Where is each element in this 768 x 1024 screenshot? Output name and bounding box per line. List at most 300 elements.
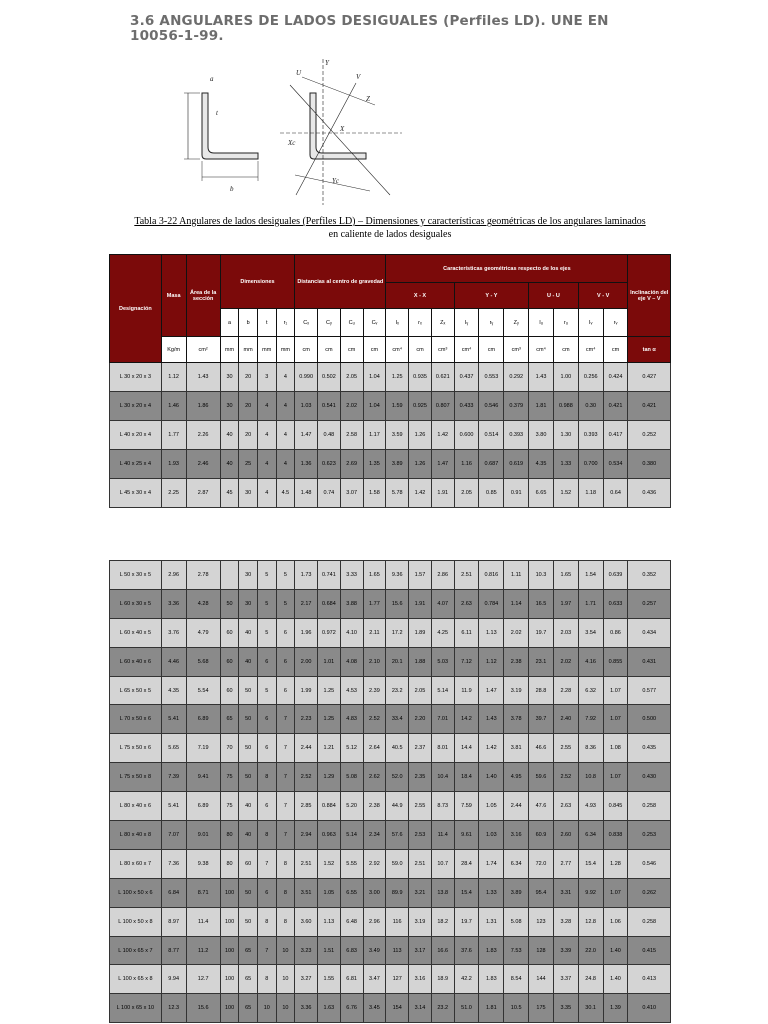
table-row (110, 792, 671, 821)
table-cell: 2.37 (409, 734, 432, 763)
table-cell: 1.54 (578, 561, 603, 590)
table-cell: 89.9 (386, 878, 409, 907)
table-cell: 1.33 (479, 878, 504, 907)
table-cell: 75 (220, 792, 239, 821)
header-area: Área de la sección (186, 255, 220, 337)
table-cell: 16.5 (529, 589, 554, 618)
table-cell: 1.30 (553, 421, 578, 450)
table-cell: 30.1 (578, 994, 603, 1023)
table-cell: 4.28 (186, 589, 220, 618)
table-cell: 1.96 (295, 618, 318, 647)
table-cell: 5.20 (340, 792, 363, 821)
table-cell: 0.253 (628, 821, 671, 850)
table-cell: 0.258 (628, 907, 671, 936)
table-cell: 0.424 (603, 363, 628, 392)
table-cell: 1.46 (161, 392, 186, 421)
table-cell: 1.40 (479, 763, 504, 792)
table-cell: 4.16 (578, 647, 603, 676)
table-cell: 1.00 (553, 363, 578, 392)
table-cell: 0.816 (479, 561, 504, 590)
table-cell: 1.42 (409, 479, 432, 508)
table-cell: 0.546 (479, 392, 504, 421)
header-unit-13: cm³ (504, 337, 529, 363)
table-cell: 22.0 (578, 936, 603, 965)
table-cell: 0.925 (409, 392, 432, 421)
table-cell: 1.07 (603, 705, 628, 734)
header-unit-2: mm (257, 337, 276, 363)
header-unit-11: cm⁴ (454, 337, 479, 363)
table-cell: 1.77 (363, 589, 386, 618)
table-cell: 6.55 (340, 878, 363, 907)
table-cell: 42.2 (454, 965, 479, 994)
table-cell: 3.39 (553, 936, 578, 965)
row-designation: L 60 x 40 x 6 (110, 647, 162, 676)
row-designation: L 80 x 40 x 8 (110, 821, 162, 850)
table-cell: 2.51 (454, 561, 479, 590)
row-designation: L 45 x 30 x 4 (110, 479, 162, 508)
table-cell: 19.7 (454, 907, 479, 936)
table-cell: 50 (239, 734, 258, 763)
table-cell: 113 (386, 936, 409, 965)
table-cell: 1.04 (363, 363, 386, 392)
table-cell: 8.36 (578, 734, 603, 763)
table-cell: 1.26 (409, 450, 432, 479)
table-cell: 0.541 (318, 392, 341, 421)
header-sub-11: Iᵧ (454, 309, 479, 337)
table-cell: 4 (276, 450, 295, 479)
table-cell: 1.74 (479, 849, 504, 878)
caption-line-1: Tabla 3-22 Angulares de lados desiguales (Perfiles LD) – Dimensiones y características geométricas de los angulares laminados (134, 216, 646, 227)
table-cell: 144 (529, 965, 554, 994)
header-masa-unit: Kg/m (161, 337, 186, 363)
table-row (110, 734, 671, 763)
table-cell: 39.7 (529, 705, 554, 734)
table-cell: 0.252 (628, 421, 671, 450)
table-cell: 1.07 (603, 676, 628, 705)
table-cell: 2.02 (340, 392, 363, 421)
table-cell: 6.32 (578, 676, 603, 705)
table-cell: 5.55 (340, 849, 363, 878)
table-row (110, 647, 671, 676)
row-designation: L 80 x 40 x 6 (110, 792, 162, 821)
table-cell: 10 (276, 936, 295, 965)
table-cell: 0.434 (628, 618, 671, 647)
table-cell: 3.88 (340, 589, 363, 618)
table-cell: 1.40 (603, 936, 628, 965)
table-cell: 1.07 (603, 763, 628, 792)
table-cell: 6.84 (161, 878, 186, 907)
table-cell: 0.935 (409, 363, 432, 392)
table-cell: 30 (239, 479, 258, 508)
table-cell: 128 (529, 936, 554, 965)
row-designation: L 100 x 50 x 6 (110, 878, 162, 907)
table-cell: 1.86 (186, 392, 220, 421)
header-unit-3: mm (276, 337, 295, 363)
table-row (110, 561, 671, 590)
table-cell: 0.417 (603, 421, 628, 450)
table-cell: 3.19 (504, 676, 529, 705)
table-cell: 1.93 (161, 450, 186, 479)
table-cell: 1.97 (553, 589, 578, 618)
table-cell: 2.34 (363, 821, 386, 850)
table-cell: 8 (276, 878, 295, 907)
table-cell: 6.65 (529, 479, 554, 508)
header-sub-7: Cᵥ (363, 309, 386, 337)
table-cell: 20 (239, 392, 258, 421)
table-cell: 4.25 (431, 618, 454, 647)
table-cell: 2.78 (186, 561, 220, 590)
table-cell: 7.53 (504, 936, 529, 965)
table-cell: 4 (257, 392, 276, 421)
table-cell: 59.0 (386, 849, 409, 878)
table-cell: 80 (220, 821, 239, 850)
table-cell: 0.988 (553, 392, 578, 421)
table-cell: 3.17 (409, 936, 432, 965)
table-cell: 3.47 (363, 965, 386, 994)
header-sub-17: rᵥ (603, 309, 628, 337)
table-cell: 3.80 (529, 421, 554, 450)
table-cell: 65 (239, 965, 258, 994)
table-cell: 2.51 (295, 849, 318, 878)
table-cell: 1.39 (603, 994, 628, 1023)
table-cell: 0.963 (318, 821, 341, 850)
table-cell: 15.4 (578, 849, 603, 878)
table-cell: 2.46 (186, 450, 220, 479)
table-cell: 2.03 (553, 618, 578, 647)
table-cell: 6.83 (340, 936, 363, 965)
figure-label-z: Z (366, 95, 370, 103)
table-cell: 2.96 (363, 907, 386, 936)
table-cell: 0.502 (318, 363, 341, 392)
table-cell: 3.76 (161, 618, 186, 647)
table-cell: 9.01 (186, 821, 220, 850)
table-cell: 1.47 (479, 676, 504, 705)
table-cell: 2.92 (363, 849, 386, 878)
row-designation: L 30 x 20 x 4 (110, 392, 162, 421)
row-designation: L 30 x 20 x 3 (110, 363, 162, 392)
table-cell: 46.6 (529, 734, 554, 763)
table-cell: 50 (239, 763, 258, 792)
table-cell: 100 (220, 936, 239, 965)
table-cell: 0.91 (504, 479, 529, 508)
row-designation: L 100 x 65 x 10 (110, 994, 162, 1023)
table-cell: 5.65 (161, 734, 186, 763)
table-cell: 9.36 (386, 561, 409, 590)
table-cell: 8 (257, 965, 276, 994)
figure-label-b: b (230, 185, 234, 193)
table-cell: 0.427 (628, 363, 671, 392)
table-cell: 5 (257, 618, 276, 647)
table-cell: 7.01 (431, 705, 454, 734)
table-cell: 2.51 (409, 849, 432, 878)
table-cell: 40.5 (386, 734, 409, 763)
table-cell: 12.7 (186, 965, 220, 994)
table-cell: 0.48 (318, 421, 341, 450)
table-cell: 0.553 (479, 363, 504, 392)
table-cell: 0.380 (628, 450, 671, 479)
table-cell: 0.855 (603, 647, 628, 676)
table-cell: 0.546 (628, 849, 671, 878)
table-cell: 3.21 (409, 878, 432, 907)
table-cell: 5.14 (431, 676, 454, 705)
table-cell: 2.11 (363, 618, 386, 647)
table-cell: 1.65 (553, 561, 578, 590)
table-cell: 2.52 (295, 763, 318, 792)
table-cell: 2.02 (504, 618, 529, 647)
table-cell: 1.03 (479, 821, 504, 850)
table-cell: 1.57 (409, 561, 432, 590)
table-cell: 2.52 (553, 763, 578, 792)
table-cell: 1.06 (603, 907, 628, 936)
table-cell: 1.05 (479, 792, 504, 821)
table-cell: 0.534 (603, 450, 628, 479)
row-designation: L 100 x 65 x 7 (110, 936, 162, 965)
table-cell: 6 (257, 734, 276, 763)
header-inclinacion: Inclinación del eje V – V (628, 255, 671, 337)
table-cell: 70 (220, 734, 239, 763)
figure-label-x: X (340, 125, 345, 133)
header-sub-2: t (257, 309, 276, 337)
table-cell: 0.258 (628, 792, 671, 821)
table-cell: 40 (220, 450, 239, 479)
header-designacion: Designación (110, 255, 162, 363)
table-cell: 2.94 (295, 821, 318, 850)
header-sub-5: Cᵧ (318, 309, 341, 337)
table-cell: 1.91 (431, 479, 454, 508)
table-cell: 2.20 (409, 705, 432, 734)
table-cell: 1.21 (318, 734, 341, 763)
table-cell: 30 (239, 561, 258, 590)
header-sub-10: Zₓ (431, 309, 454, 337)
table-cell: 2.62 (363, 763, 386, 792)
table-row (110, 589, 671, 618)
table-cell: 1.52 (553, 479, 578, 508)
header-masa: Masa (161, 255, 186, 337)
table-cell: 1.14 (504, 589, 529, 618)
table-cell: 6 (257, 878, 276, 907)
table-cell: 2.96 (161, 561, 186, 590)
table-cell: 0.437 (454, 363, 479, 392)
table-cell: 0.990 (295, 363, 318, 392)
table-cell: 7 (257, 849, 276, 878)
table-row (110, 907, 671, 936)
table-cell: 2.00 (295, 647, 318, 676)
table-cell: 3.27 (295, 965, 318, 994)
table-cell: 1.42 (479, 734, 504, 763)
table-cell: 8.54 (504, 965, 529, 994)
table-cell: 1.08 (603, 734, 628, 763)
table-cell: 9.92 (578, 878, 603, 907)
table-cell: 2.64 (363, 734, 386, 763)
table-cell: 8 (276, 907, 295, 936)
table-cell: 9.41 (186, 763, 220, 792)
table-cell: 3.54 (578, 618, 603, 647)
header-sub-16: Iᵥ (578, 309, 603, 337)
table-cell: 4.79 (186, 618, 220, 647)
header-tan: tan α (628, 337, 671, 363)
table-cell: 0.433 (454, 392, 479, 421)
table-cell: 6 (276, 676, 295, 705)
table-cell: 5 (257, 589, 276, 618)
table-cell: 8.77 (161, 936, 186, 965)
table-cell: 15.4 (454, 878, 479, 907)
table-cell: 1.63 (318, 994, 341, 1023)
header-unit-0: mm (220, 337, 239, 363)
table-cell: 60 (220, 676, 239, 705)
row-designation: L 60 x 40 x 5 (110, 618, 162, 647)
table-cell: 6 (257, 792, 276, 821)
table-cell: 0.262 (628, 878, 671, 907)
table-cell: 100 (220, 965, 239, 994)
table-cell: 2.44 (295, 734, 318, 763)
header-unit-9: cm (409, 337, 432, 363)
table-cell: 1.13 (479, 618, 504, 647)
table-cell: 18.4 (454, 763, 479, 792)
table-cell: 0.623 (318, 450, 341, 479)
table-cell (220, 561, 239, 590)
table-cell: 1.83 (479, 936, 504, 965)
table-cell: 24.8 (578, 965, 603, 994)
table-cell: 60 (239, 849, 258, 878)
header-unit-17: cm (603, 337, 628, 363)
table-cell: 6.89 (186, 792, 220, 821)
table-cell: 0.687 (479, 450, 504, 479)
row-designation: L 100 x 50 x 8 (110, 907, 162, 936)
table-cell: 65 (220, 705, 239, 734)
table-cell: 0.577 (628, 676, 671, 705)
table-cell: 8.01 (431, 734, 454, 763)
table-cell: 3.37 (553, 965, 578, 994)
table-cell: 75 (220, 763, 239, 792)
header-distancias: Distancias al centro de gravedad (295, 255, 386, 309)
table-cell: 8 (257, 821, 276, 850)
table-cell: 7.07 (161, 821, 186, 850)
table-row (110, 936, 671, 965)
table-cell: 4 (276, 421, 295, 450)
table-cell: 1.05 (318, 878, 341, 907)
header-yy: Y - Y (454, 283, 528, 309)
table-cell: 1.81 (479, 994, 504, 1023)
table-cell: 9.94 (161, 965, 186, 994)
table-cell: 6 (257, 647, 276, 676)
table-cell: 7 (276, 734, 295, 763)
table-cell: 37.6 (454, 936, 479, 965)
table-cell: 47.6 (529, 792, 554, 821)
table-cell: 5.41 (161, 792, 186, 821)
table-cell: 95.4 (529, 878, 554, 907)
table-cell: 1.42 (431, 421, 454, 450)
table-cell: 3.16 (504, 821, 529, 850)
table-cell: 1.71 (578, 589, 603, 618)
table-cell: 3.51 (295, 878, 318, 907)
table-cell: 7 (276, 705, 295, 734)
table-cell: 6.48 (340, 907, 363, 936)
table-cell: 3 (257, 363, 276, 392)
table-cell: 7.36 (161, 849, 186, 878)
table-cell: 6.81 (340, 965, 363, 994)
table-cell: 2.38 (363, 792, 386, 821)
table-cell: 0.393 (504, 421, 529, 450)
table-cell: 45 (220, 479, 239, 508)
table-cell: 5.78 (386, 479, 409, 508)
table-cell: 40 (239, 618, 258, 647)
table-cell: 0.415 (628, 936, 671, 965)
table-cell: 40 (239, 792, 258, 821)
table-row (110, 878, 671, 907)
profiles-table-2 (109, 560, 671, 1023)
table-cell: 25 (239, 450, 258, 479)
table-cell: 5 (276, 589, 295, 618)
header-unit-1: mm (239, 337, 258, 363)
table-cell: 4.07 (431, 589, 454, 618)
header-unit-14: cm⁴ (529, 337, 554, 363)
table-cell: 6 (257, 705, 276, 734)
table-cell: 5.14 (340, 821, 363, 850)
table-cell: 1.01 (318, 647, 341, 676)
header-uu: U - U (529, 283, 579, 309)
table-cell: 0.64 (603, 479, 628, 508)
table-cell: 3.00 (363, 878, 386, 907)
table-cell: 0.379 (504, 392, 529, 421)
table-cell: 7.59 (454, 792, 479, 821)
table-cell: 0.421 (628, 392, 671, 421)
table-cell: 4.35 (529, 450, 554, 479)
table-cell: 3.28 (553, 907, 578, 936)
table-cell: 8.97 (161, 907, 186, 936)
table-cell: 0.619 (504, 450, 529, 479)
table-cell: 1.28 (603, 849, 628, 878)
table-cell: 1.65 (363, 561, 386, 590)
table-cell: 0.600 (454, 421, 479, 450)
table-cell: 7.19 (186, 734, 220, 763)
table-cell: 3.59 (386, 421, 409, 450)
table-cell: 2.55 (553, 734, 578, 763)
table-cell: 5.54 (186, 676, 220, 705)
header-sub-14: Iᵤ (529, 309, 554, 337)
table-cell: 1.52 (318, 849, 341, 878)
table-cell: 12.8 (578, 907, 603, 936)
table-cell: 7.12 (454, 647, 479, 676)
table-cell: 0.884 (318, 792, 341, 821)
table-cell: 3.36 (295, 994, 318, 1023)
table-cell: 4.35 (161, 676, 186, 705)
table-cell: 4.5 (276, 479, 295, 508)
table-cell: 40 (239, 647, 258, 676)
table-cell: 57.6 (386, 821, 409, 850)
row-designation: L 60 x 30 x 5 (110, 589, 162, 618)
table-cell: 1.59 (386, 392, 409, 421)
table-cell: 6.34 (578, 821, 603, 850)
table-row (110, 421, 671, 450)
table-cell: 16.6 (431, 936, 454, 965)
table-cell: 65 (239, 936, 258, 965)
table-row (110, 763, 671, 792)
table-cell: 2.10 (363, 647, 386, 676)
table-cell: 2.05 (409, 676, 432, 705)
table-cell: 40 (239, 821, 258, 850)
table-cell: 14.4 (454, 734, 479, 763)
table-cell: 1.31 (479, 907, 504, 936)
table-cell: 11.4 (431, 821, 454, 850)
table-cell: 7 (276, 821, 295, 850)
table-cell: 1.35 (363, 450, 386, 479)
table-cell: 0.410 (628, 994, 671, 1023)
header-sub-9: rₓ (409, 309, 432, 337)
figure-label-t: t (216, 109, 218, 117)
table-cell: 2.40 (553, 705, 578, 734)
table-cell: 5 (257, 561, 276, 590)
table-cell: 9.38 (186, 849, 220, 878)
